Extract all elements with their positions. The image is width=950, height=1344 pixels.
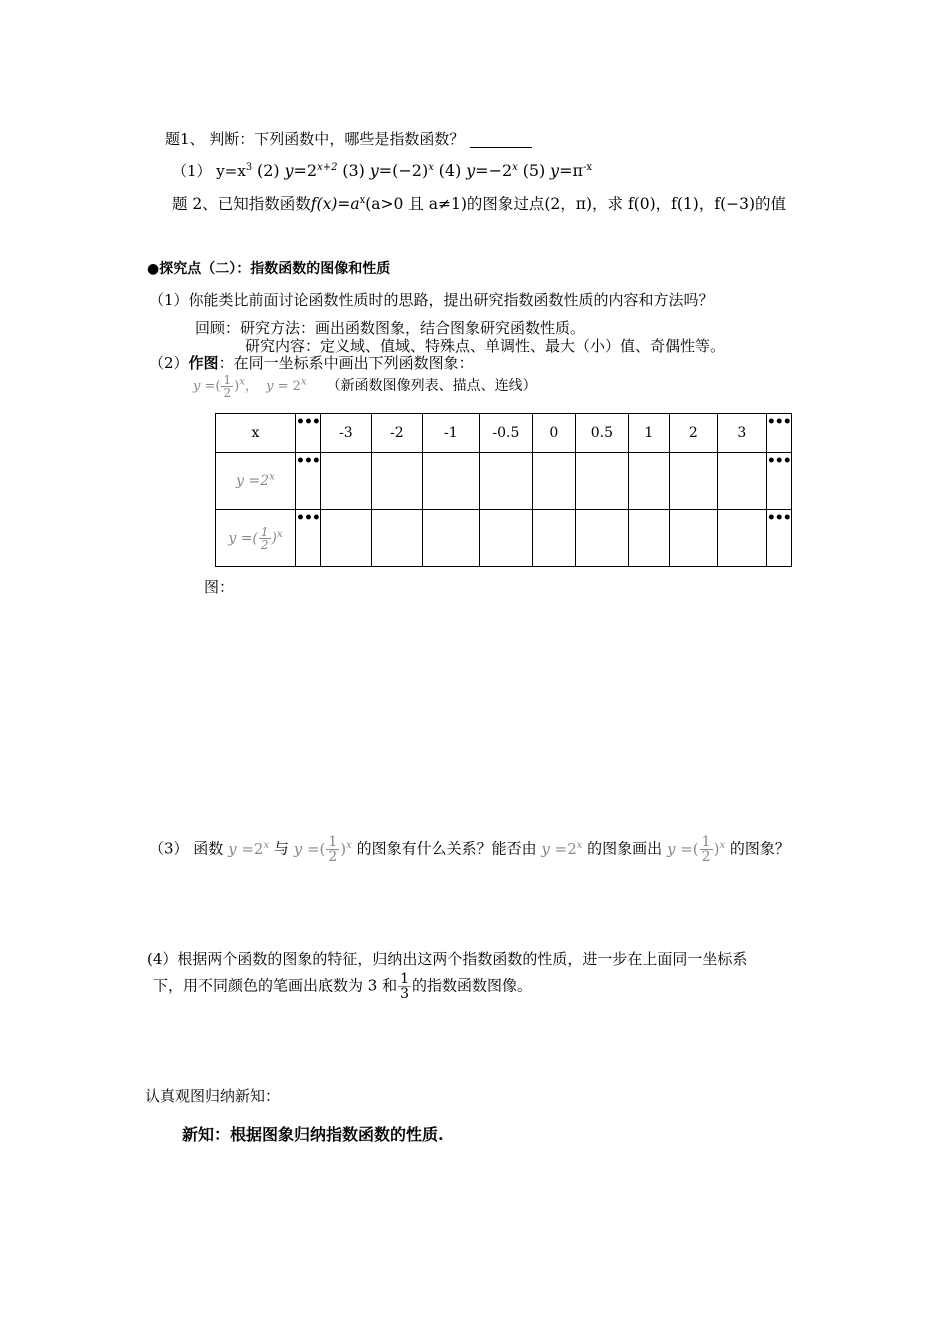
table-cell: -3 [320, 414, 371, 453]
table-cell: ••• [766, 453, 791, 510]
question-p2: （2）作图：在同一坐标系中画出下列函数图象： [149, 354, 474, 372]
question-1-label: 题1、 判断：下列函数中，哪些是指数函数？ [165, 130, 465, 148]
table-cell: ••• [296, 453, 321, 510]
table-cell[interactable] [320, 453, 371, 510]
table-cell: x [216, 414, 296, 453]
question-1-options: （1） $y=x^3$ (2) $y=2^{x+2}$ (3) $y=(-2)^x$ (4) $y=-2^x$ (5) $y=\pi^{-x}$ [172, 161, 593, 180]
table-cell[interactable] [717, 510, 766, 567]
formula-note: （新函数图像列表、描点、连线） [326, 378, 537, 394]
table-cell[interactable] [479, 510, 532, 567]
table-row-y-2x [216, 453, 792, 510]
question-p1: （1）你能类比前面讨论函数性质时的思路，提出研究指数函数性质的内容和方法吗？ [149, 291, 714, 309]
table-cell[interactable] [532, 510, 575, 567]
table-cell[interactable] [422, 453, 479, 510]
table-cell[interactable] [479, 453, 532, 510]
table-cell[interactable] [371, 510, 422, 567]
row-label-half-x: y =( $\frac{1}{2}$ )$^x$ [216, 510, 296, 567]
review-line-1: 回顾：研究方法：画出函数图象，结合图象研究函数性质。 [195, 319, 586, 337]
value-table [215, 413, 792, 567]
table-cell: ••• [296, 510, 321, 567]
table-cell: 3 [717, 414, 766, 453]
question-p4-line2: 下，用不同颜色的笔画出底数为 3 和 $\frac{1}{3}$ 的指数函数图像。 [153, 971, 533, 1002]
table-cell[interactable] [371, 453, 422, 510]
question-1 [165, 128, 532, 149]
table-cell[interactable] [628, 510, 669, 567]
formula-line: y =( $\frac{1}{2}$ )$^x$， $y = 2^x$ （新函数图像列表、描点、连线） [193, 373, 537, 400]
table-cell[interactable] [532, 453, 575, 510]
table-cell[interactable] [717, 453, 766, 510]
table-cell: 0 [532, 414, 575, 453]
table-cell[interactable] [628, 453, 669, 510]
table-cell: ••• [766, 414, 791, 453]
table-cell[interactable] [320, 510, 371, 567]
table-header-row [216, 414, 792, 453]
answer-blank[interactable] [470, 133, 532, 148]
observe-text: 认真观图归纳新知： [145, 1087, 281, 1105]
new-knowledge: 新知：根据图象归纳指数函数的性质. [182, 1125, 444, 1144]
table-cell[interactable] [669, 510, 717, 567]
review-line-2: 研究内容：定义域、值域、特殊点、单调性、最大（小）值、奇偶性等。 [245, 337, 726, 355]
section-title: ●探究点（二）：指数函数的图像和性质 [147, 261, 391, 277]
question-p4-line1: (4）根据两个函数的图象的特征，归纳出这两个指数函数的性质，进一步在上面同一坐标系 [147, 950, 748, 968]
question-2: 题 2、已知指数函数$f(x)=a^x(a>0$ 且 a≠1)的图象过点(2，π)，求 f(0)，f(1)，f(−3)的值 [172, 194, 787, 213]
table-cell: -2 [371, 414, 422, 453]
table-cell: 2 [669, 414, 717, 453]
table-cell[interactable] [422, 510, 479, 567]
graph-label: 图： [204, 578, 235, 596]
row-label-2x: $y =2^x$ [216, 453, 296, 510]
table-cell: 0.5 [575, 414, 628, 453]
table-cell[interactable] [575, 453, 628, 510]
question-p3: （3） 函数 $y =2^x$ 与 y =( $\frac{1}{2}$ )$^x$ 的图象有什么关系？能否由 $y =2^x$ 的图象画出 y =( $\frac{1}{2}$ )$^x$ 的图象？ [149, 834, 790, 865]
table-cell: -1 [422, 414, 479, 453]
table-cell[interactable] [669, 453, 717, 510]
table-row-y-half-x [216, 510, 792, 567]
table-cell: -0.5 [479, 414, 532, 453]
table-cell: 1 [628, 414, 669, 453]
table-cell[interactable] [575, 510, 628, 567]
table-cell: ••• [766, 510, 791, 567]
table-cell: ••• [296, 414, 321, 453]
